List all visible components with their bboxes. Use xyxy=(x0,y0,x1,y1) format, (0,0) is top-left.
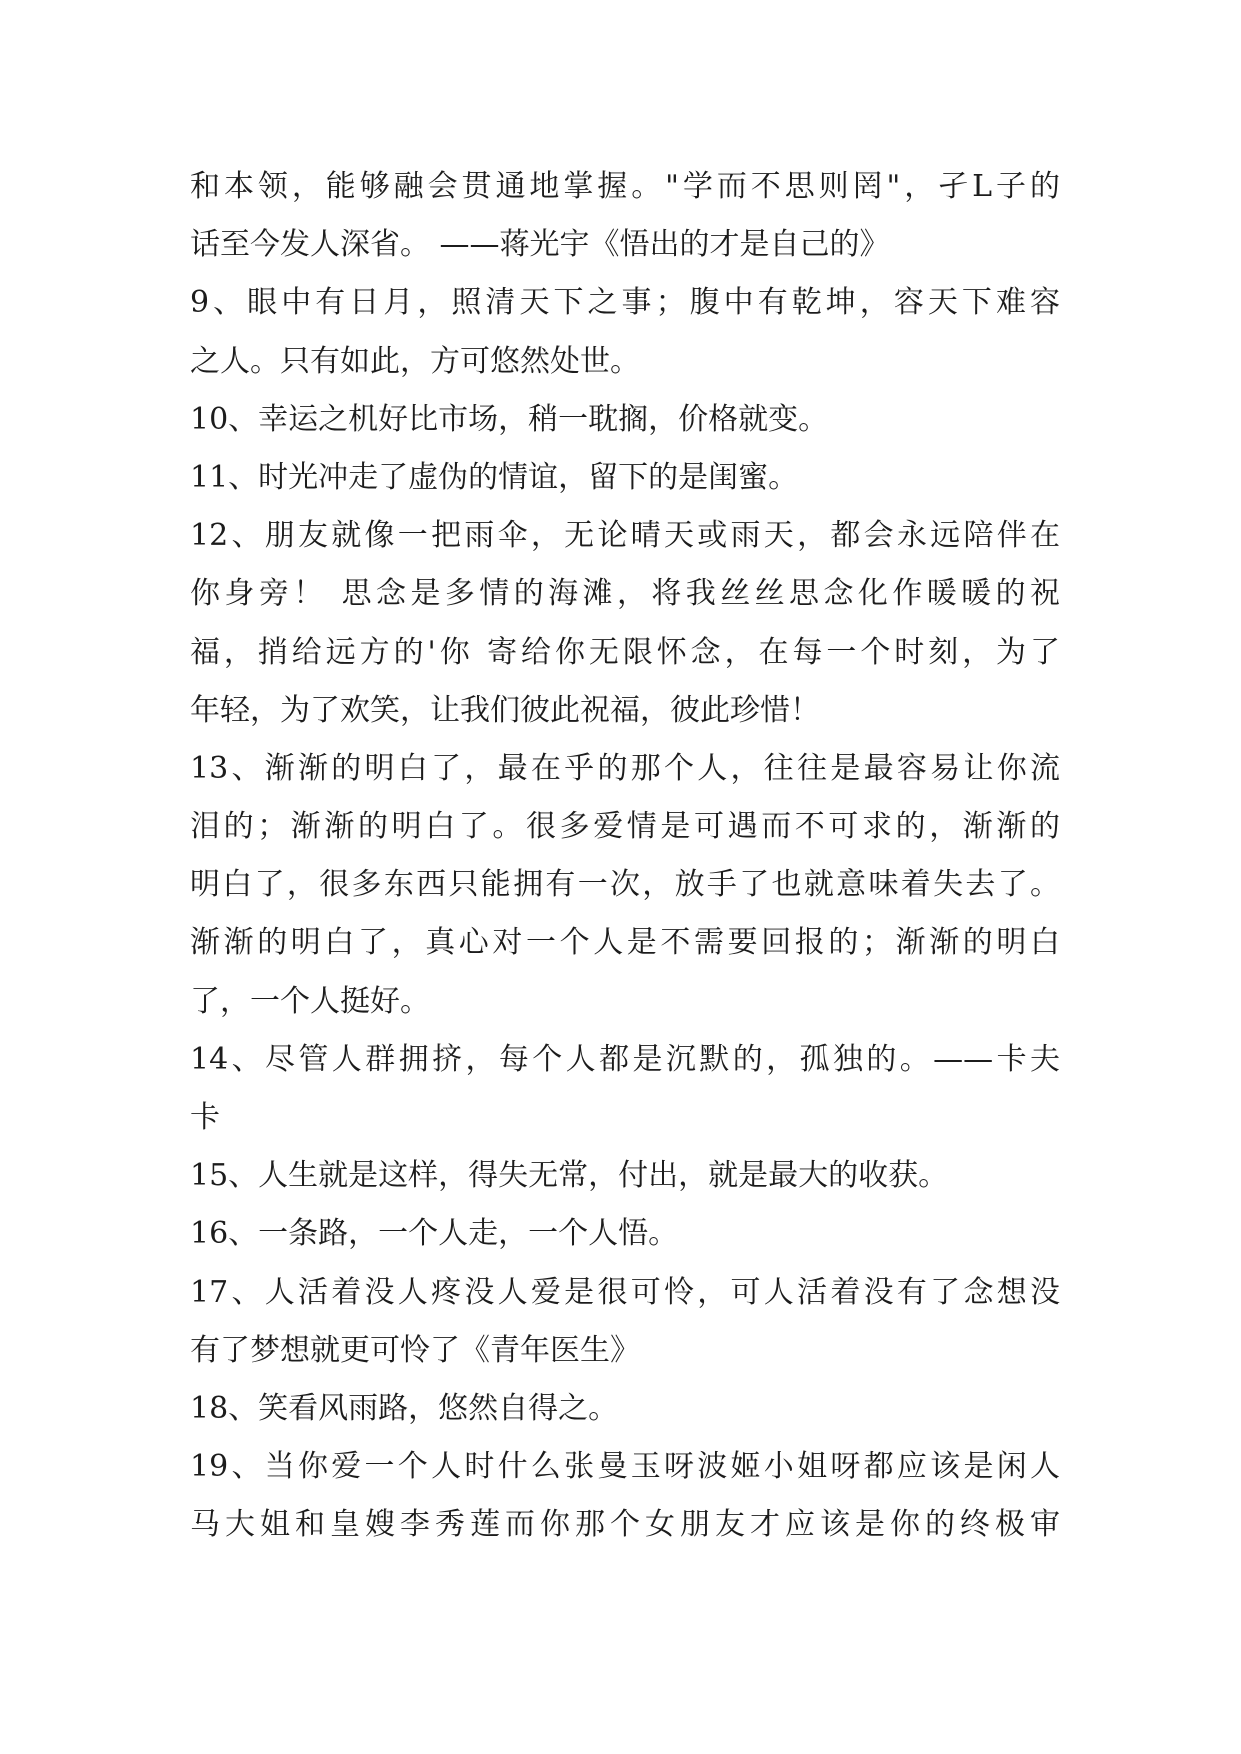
text-line: 11、时光冲走了虚伪的情谊，留下的是闺蜜。 xyxy=(190,459,799,495)
text-line: 9、眼中有日月，照清天下之事；腹中有乾坤，容天下难容 xyxy=(190,285,1060,321)
text-line: 10、幸运之机好比市场，稍一耽搁，价格就变。 xyxy=(190,401,829,437)
text-line: 17、人活着没人疼没人爱是很可怜，可人活着没有了念想没 xyxy=(190,1274,1060,1310)
text-line: 和本领，能够融会贯通地掌握。"学而不思则罔"，孑L子的 xyxy=(190,169,1060,204)
text-line: 明白了，很多东西只能拥有一次，放手了也就意味着失去了。 xyxy=(190,867,1060,903)
text-line: 15、人生就是这样，得失无常，付出，就是最大的收获。 xyxy=(190,1158,949,1194)
text-line: 19、当你爱一个人时什么张曼玉呀波姬小姐呀都应该是闲人 xyxy=(190,1449,1060,1485)
text-line: 有了梦想就更可怜了《青年医生》 xyxy=(190,1332,640,1368)
text-line: 泪的；渐渐的明白了。很多爱情是可遇而不可求的，渐渐的 xyxy=(190,809,1060,845)
text-line: 之人。只有如此，方可悠然处世。 xyxy=(190,343,640,379)
text-line: 卡 xyxy=(190,1100,220,1135)
text-line: 话至今发人深省。 ——蒋光宇《悟出的才是自己的》 xyxy=(190,227,890,263)
document-body xyxy=(190,158,1060,1555)
text-line: 14、尽管人群拥挤，每个人都是沉默的，孤独的。——卡夫 xyxy=(190,1041,1060,1077)
text-line: 18、笑看风雨路，悠然自得之。 xyxy=(190,1390,619,1426)
text-line: 了，一个人挺好。 xyxy=(190,983,430,1019)
text-line: 年轻，为了欢笑，让我们彼此祝福，彼此珍惜！ xyxy=(190,692,820,728)
text-line: 马大姐和皇嫂李秀莲而你那个女朋友才应该是你的终极审 xyxy=(190,1507,1060,1543)
text-line: 12、朋友就像一把雨伞，无论晴天或雨天，都会永远陪伴在 xyxy=(190,518,1060,554)
text-line: 16、一条路，一个人走，一个人悟。 xyxy=(190,1216,679,1252)
text-line: 渐渐的明白了，真心对一个人是不需要回报的；渐渐的明白 xyxy=(190,925,1060,961)
text-line: 你身旁！ 思念是多情的海滩，将我丝丝思念化作暖暖的祝 xyxy=(190,576,1060,612)
text-line: 福，捎给远方的'你 寄给你无限怀念，在每一个时刻，为了 xyxy=(190,634,1060,670)
text-line: 13、渐渐的明白了，最在乎的那个人，往往是最容易让你流 xyxy=(190,750,1060,786)
